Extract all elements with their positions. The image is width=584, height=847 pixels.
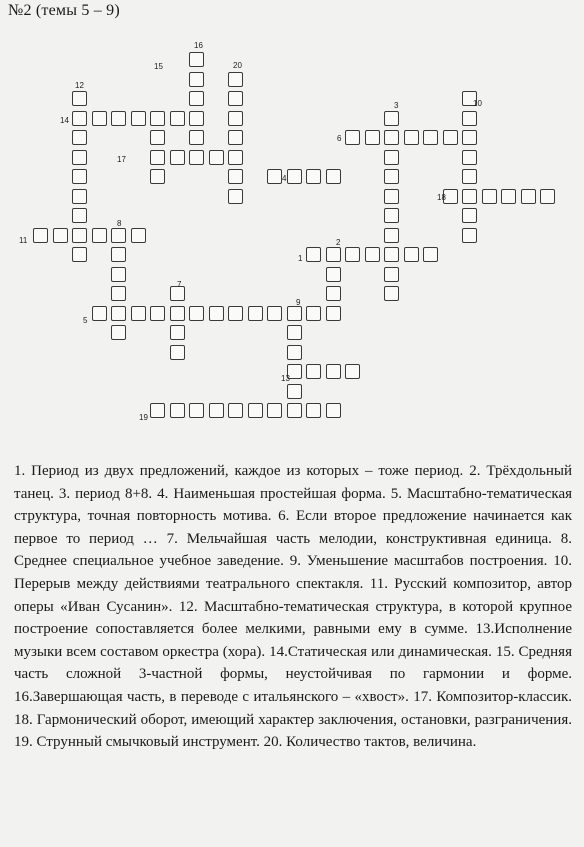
clue-number-label: 10: [473, 99, 482, 108]
crossword-cell[interactable]: [384, 208, 399, 223]
clue-number-label: 1: [298, 254, 303, 263]
clue-12: 12. Масштабно-тематическая структура, в которой крупное построение сопоставляется более мелкими, равными ему в сумме.: [14, 598, 572, 638]
crossword-cell[interactable]: [92, 228, 107, 243]
crossword-cell[interactable]: [462, 228, 477, 243]
crossword-cell[interactable]: [228, 91, 243, 106]
crossword-cell[interactable]: [209, 403, 224, 418]
crossword-cell[interactable]: [384, 228, 399, 243]
crossword-cell[interactable]: [345, 247, 360, 262]
clue-number-label: 14: [60, 116, 69, 125]
crossword-cell[interactable]: [384, 169, 399, 184]
clue-number-label: 4: [282, 174, 287, 183]
crossword-cell[interactable]: [228, 169, 243, 184]
crossword-cell[interactable]: [170, 150, 185, 165]
crossword-cell[interactable]: [170, 306, 185, 321]
clue-20: 20. Количество тактов, величина.: [263, 734, 477, 751]
crossword-cell[interactable]: [150, 130, 165, 145]
crossword-cell[interactable]: [384, 111, 399, 126]
crossword-cell[interactable]: [384, 150, 399, 165]
crossword-cell[interactable]: [170, 111, 185, 126]
crossword-cell[interactable]: [248, 403, 263, 418]
clue-number-label: 2: [336, 238, 341, 247]
crossword-cell[interactable]: [111, 247, 126, 262]
crossword-cell[interactable]: [72, 189, 87, 204]
crossword-cell[interactable]: [306, 364, 321, 379]
crossword-cell[interactable]: [189, 306, 204, 321]
clue-number-label: 18: [437, 193, 446, 202]
crossword-cell[interactable]: [423, 247, 438, 262]
crossword-cell[interactable]: [267, 306, 282, 321]
crossword-cell[interactable]: [365, 247, 380, 262]
crossword-cell[interactable]: [384, 247, 399, 262]
crossword-cell[interactable]: [189, 72, 204, 87]
clue-13: 13.Исполнение музыки всем составом оркестра (хора).: [14, 621, 572, 660]
crossword-cell[interactable]: [72, 130, 87, 145]
clue-2: 2. Трёхдольный танец.: [14, 463, 572, 502]
crossword-cell[interactable]: [131, 306, 146, 321]
crossword-cell[interactable]: [462, 208, 477, 223]
crossword-cell[interactable]: [384, 267, 399, 282]
crossword-cell[interactable]: [72, 169, 87, 184]
crossword-cell[interactable]: [209, 306, 224, 321]
crossword-cell[interactable]: [150, 403, 165, 418]
clue-7: 7. Мельчайшая часть мелодии, конструктивная единица.: [166, 530, 552, 547]
crossword-cell[interactable]: [150, 169, 165, 184]
crossword-cell[interactable]: [228, 130, 243, 145]
crossword-cell[interactable]: [326, 364, 341, 379]
crossword-cell[interactable]: [72, 91, 87, 106]
crossword-cell[interactable]: [111, 267, 126, 282]
clue-18: 18. Гармонический оборот, имеющий характер заключения, остановки, разграничения.: [14, 711, 572, 728]
crossword-cell[interactable]: [111, 111, 126, 126]
crossword-cell[interactable]: [306, 403, 321, 418]
clue-19: 19. Струнный смычковый инструмент.: [14, 734, 260, 751]
crossword-cell[interactable]: [287, 384, 302, 399]
crossword-cell[interactable]: [482, 189, 497, 204]
crossword-cell[interactable]: [326, 169, 341, 184]
crossword-cell[interactable]: [306, 306, 321, 321]
crossword-cell[interactable]: [72, 247, 87, 262]
clue-3: 3. период 8+8.: [58, 485, 153, 502]
clue-number-label: 16: [194, 41, 203, 50]
crossword-cell[interactable]: [72, 150, 87, 165]
crossword-cell[interactable]: [248, 306, 263, 321]
clue-17: 17. Композитор-классик.: [413, 688, 573, 705]
crossword-cell[interactable]: [150, 306, 165, 321]
clue-number-label: 6: [337, 134, 342, 143]
crossword-cell[interactable]: [53, 228, 68, 243]
crossword-cell[interactable]: [521, 189, 536, 204]
clue-11: 11. Русский композитор, автор оперы «Иван Сусанин».: [14, 575, 572, 615]
crossword-cell[interactable]: [228, 72, 243, 87]
clue-number-label: 12: [75, 81, 84, 90]
clue-8: 8. Среднее специальное учебное заведение.: [14, 530, 573, 570]
page-title: №2 (темы 5 – 9): [8, 2, 120, 19]
crossword-cell[interactable]: [72, 208, 87, 223]
crossword-cell[interactable]: [267, 169, 282, 184]
clue-6: 6. Если второе предложение начинается как первое то период …: [14, 508, 572, 547]
clue-number-label: 8: [117, 219, 122, 228]
crossword-cell[interactable]: [365, 130, 380, 145]
clue-15: 15. Средняя часть сложной 3-частной формы, неустойчивая по гармонии и форме.: [14, 643, 572, 683]
crossword-cell[interactable]: [189, 91, 204, 106]
crossword-cell[interactable]: [443, 130, 458, 145]
crossword-cell[interactable]: [170, 403, 185, 418]
crossword-cell[interactable]: [189, 52, 204, 67]
crossword-cell[interactable]: [462, 130, 477, 145]
crossword-cell[interactable]: [462, 169, 477, 184]
crossword-cell[interactable]: [384, 130, 399, 145]
clue-5: 5. Масштабно-тематическая структура, точная повторность мотива.: [14, 485, 572, 525]
crossword-cell[interactable]: [131, 228, 146, 243]
clue-10: 10. Перерыв между действиями театрального спектакля.: [14, 553, 573, 592]
crossword-cell[interactable]: [326, 286, 341, 301]
crossword-cell[interactable]: [72, 111, 87, 126]
crossword-cell[interactable]: [150, 111, 165, 126]
crossword-cell[interactable]: [326, 267, 341, 282]
crossword-cell[interactable]: [131, 111, 146, 126]
clue-number-label: 7: [177, 280, 182, 289]
crossword-cell[interactable]: [501, 189, 516, 204]
crossword-cell[interactable]: [92, 306, 107, 321]
crossword-cell[interactable]: [189, 130, 204, 145]
crossword-cell[interactable]: [404, 247, 419, 262]
crossword-cell[interactable]: [423, 130, 438, 145]
crossword-cell[interactable]: [287, 306, 302, 321]
clue-4: 4. Наименьшая простейшая форма.: [157, 485, 386, 502]
crossword-cell[interactable]: [228, 111, 243, 126]
crossword-cell[interactable]: [326, 403, 341, 418]
crossword-cell[interactable]: [287, 169, 302, 184]
crossword-cell[interactable]: [462, 189, 477, 204]
crossword-cell[interactable]: [92, 111, 107, 126]
clue-number-label: 11: [19, 236, 28, 245]
crossword-cell[interactable]: [462, 111, 477, 126]
crossword-cell[interactable]: [287, 345, 302, 360]
crossword-cell[interactable]: [306, 247, 321, 262]
crossword-cell[interactable]: [306, 169, 321, 184]
clue-number-label: 20: [233, 61, 242, 70]
crossword-cell[interactable]: [209, 150, 224, 165]
crossword-cell[interactable]: [72, 228, 87, 243]
crossword-cell[interactable]: [345, 364, 360, 379]
crossword-cell[interactable]: [189, 403, 204, 418]
clue-9: 9. Уменьшение масштабов построения.: [289, 553, 548, 570]
crossword-cell[interactable]: [170, 345, 185, 360]
crossword-cell[interactable]: [170, 325, 185, 340]
clues-list: [14, 460, 572, 754]
clue-number-label: 9: [296, 298, 301, 307]
crossword-cell[interactable]: [267, 403, 282, 418]
clue-16: 16.Завершающая часть, в переводе с итальянского – «хвост».: [14, 688, 409, 705]
crossword-cell[interactable]: [345, 130, 360, 145]
crossword-cell[interactable]: [150, 150, 165, 165]
crossword-cell[interactable]: [384, 286, 399, 301]
clue-1: 1. Период из двух предложений, каждое из которых – тоже период.: [14, 463, 464, 479]
crossword-cell[interactable]: [111, 325, 126, 340]
crossword-cell[interactable]: [228, 306, 243, 321]
crossword-cell[interactable]: [384, 189, 399, 204]
clue-number-label: 5: [83, 316, 88, 325]
crossword-cell[interactable]: [287, 403, 302, 418]
crossword-cell[interactable]: [404, 130, 419, 145]
crossword-cell[interactable]: [540, 189, 555, 204]
clue-number-label: 17: [117, 155, 126, 164]
clue-number-label: 13: [281, 374, 290, 383]
crossword-cell[interactable]: [462, 150, 477, 165]
crossword-cell[interactable]: [189, 150, 204, 165]
crossword-cell[interactable]: [111, 286, 126, 301]
crossword-cell[interactable]: [111, 306, 126, 321]
clue-14: 14.Статическая или динамическая.: [269, 643, 492, 660]
crossword-cell[interactable]: [33, 228, 48, 243]
crossword-cell[interactable]: [228, 403, 243, 418]
crossword-cell[interactable]: [111, 228, 126, 243]
crossword-cell[interactable]: [228, 189, 243, 204]
clue-number-label: 15: [154, 62, 163, 71]
crossword-cell[interactable]: [326, 247, 341, 262]
crossword-cell[interactable]: [326, 306, 341, 321]
crossword-cell[interactable]: [189, 111, 204, 126]
clue-number-label: 3: [394, 101, 399, 110]
clue-number-label: 19: [139, 413, 148, 422]
crossword-cell[interactable]: [228, 150, 243, 165]
crossword-cell[interactable]: [287, 325, 302, 340]
